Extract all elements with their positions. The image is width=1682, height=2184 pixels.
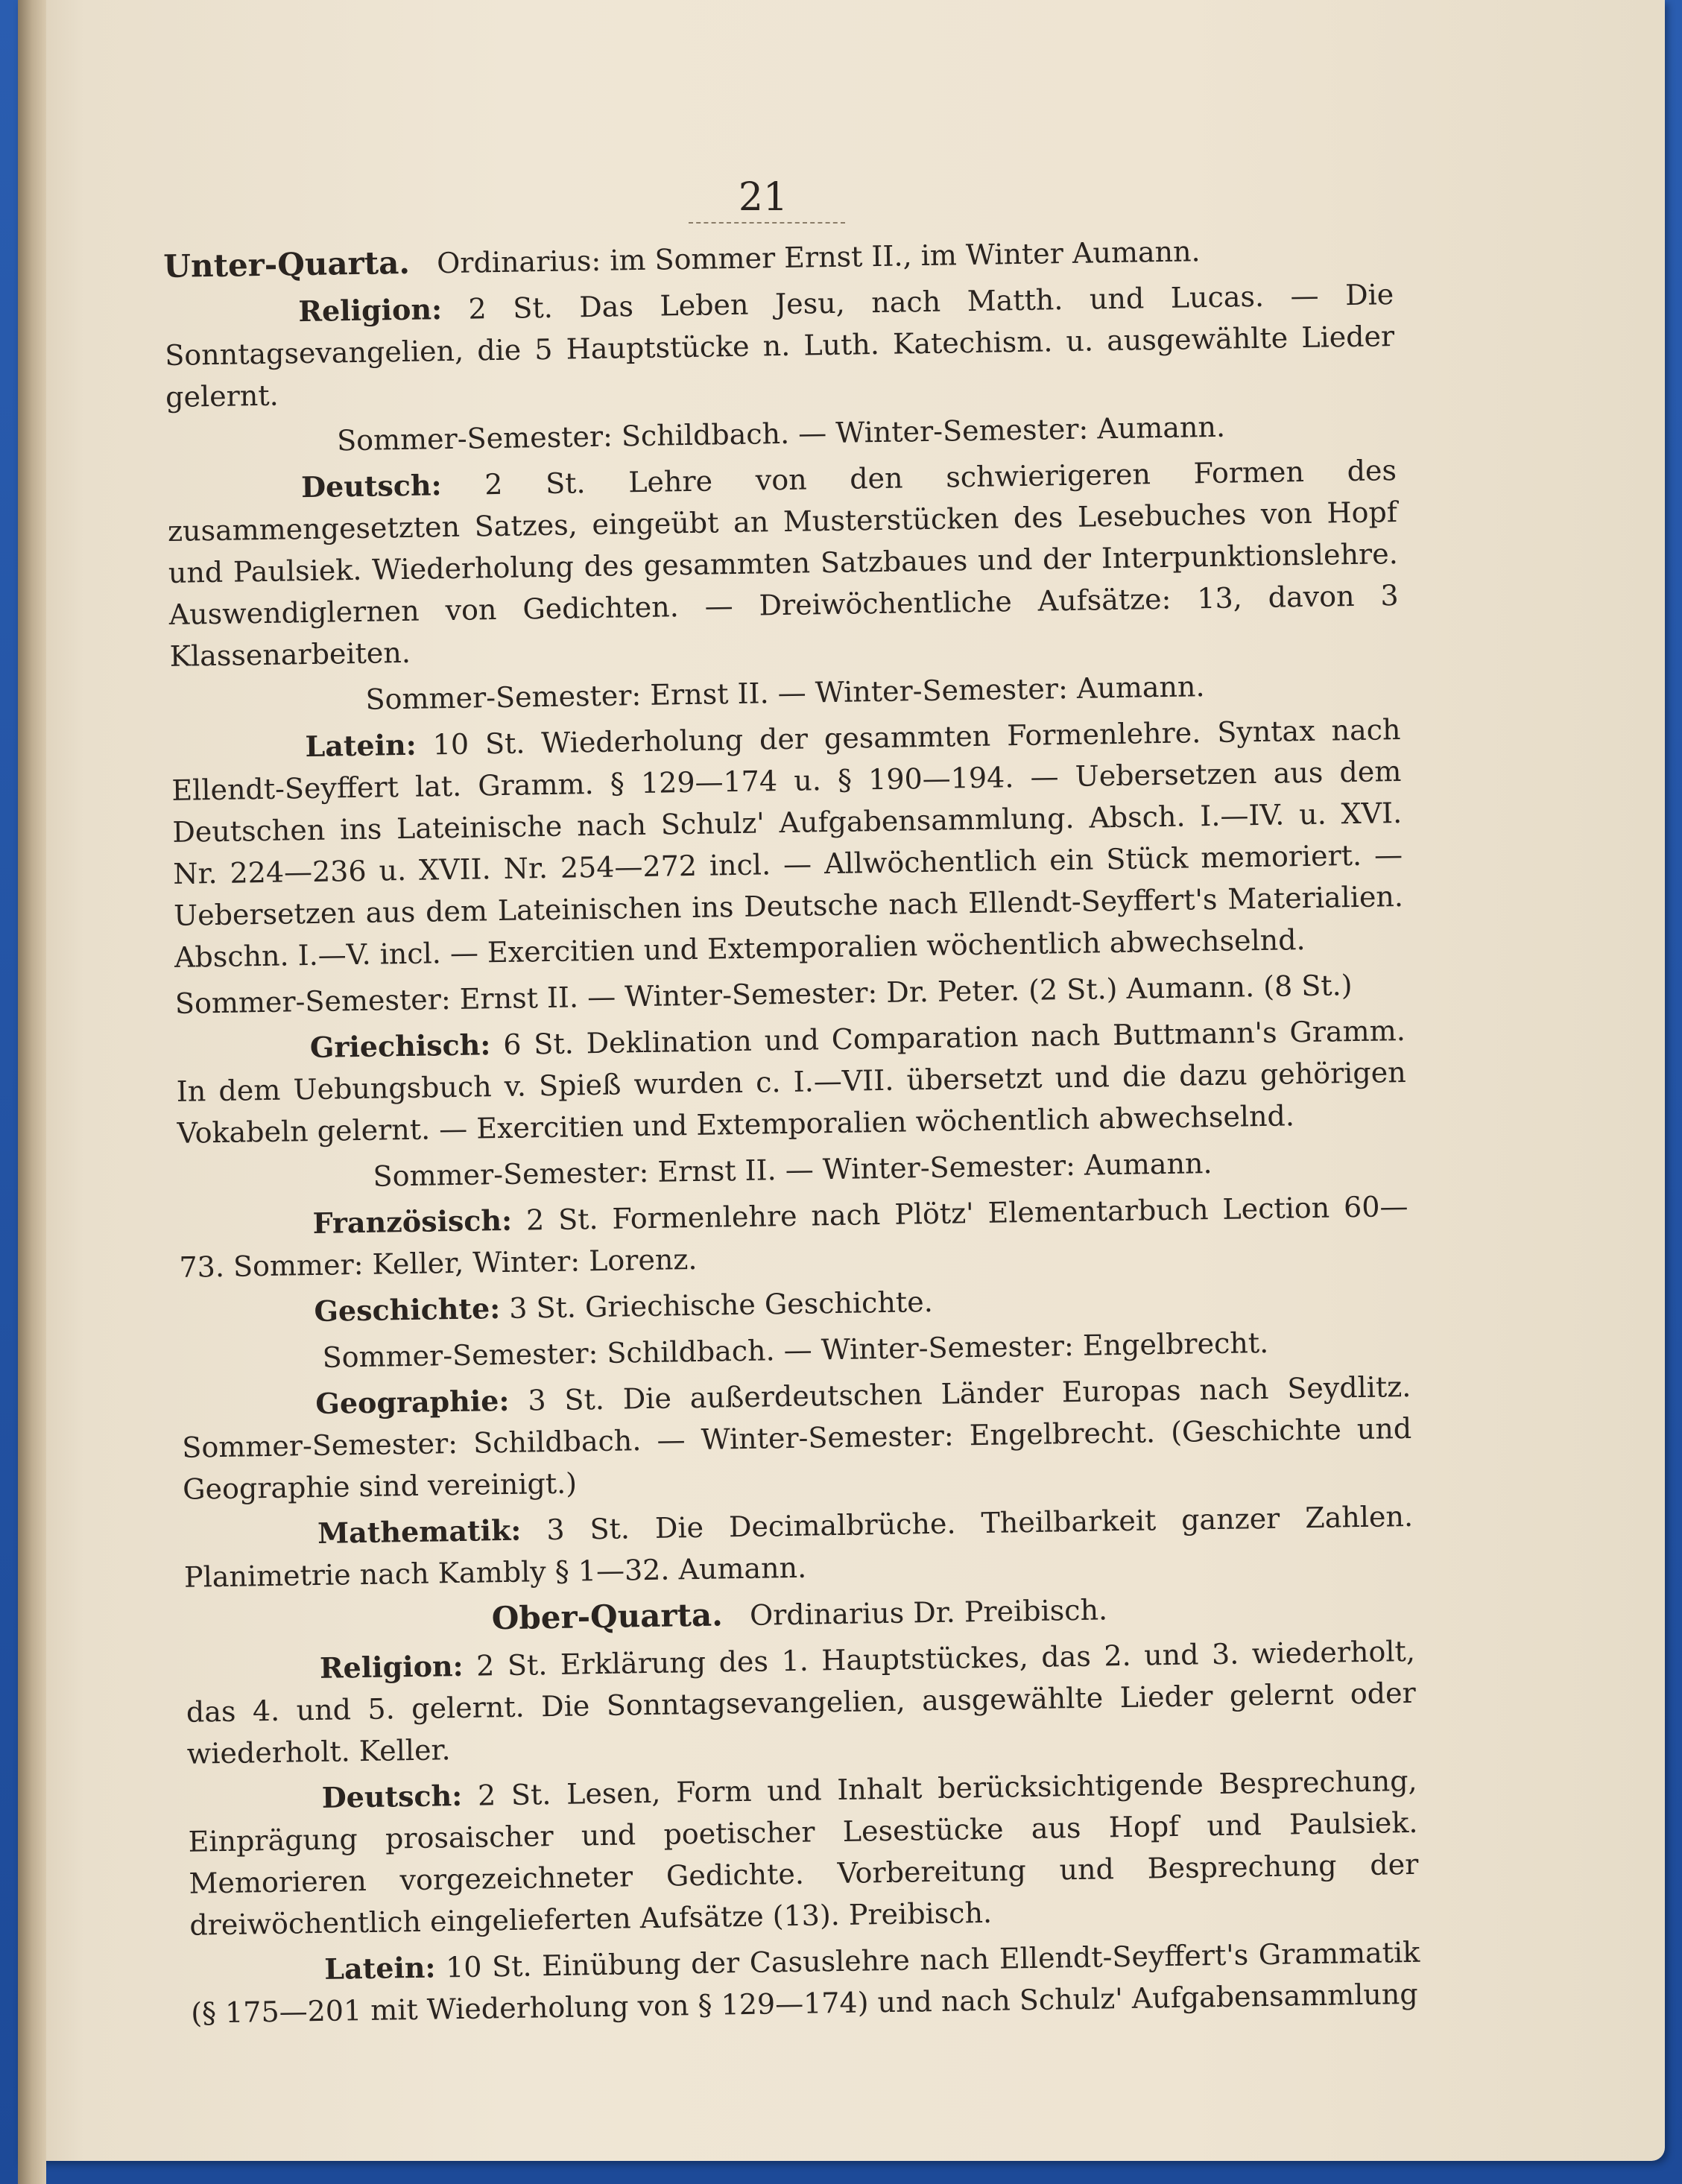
section-heading-ober-quarta: Ober-Quarta.	[491, 1596, 724, 1637]
subject-text: 2 St. Erklärung des 1. Hauptstückes, das 2. und 3. wiederholt, das 4. und 5. gelernt. Die Sonntagsevangelien, ausgewählte Lieder gelernt oder wiederholt. Keller.	[186, 1634, 1417, 1770]
unter-quarta-griechisch	[176, 1010, 1407, 1154]
subject-text: 10 St. Einübung der Casuslehre nach Ellendt-Seyffert's Grammatik (§ 175—201 mit Wiederholung von § 129—174) und nach Schulz' Aufgabensammlung	[190, 1935, 1420, 2030]
subject-label: Deutsch:	[300, 468, 442, 504]
ober-quarta-deutsch	[187, 1760, 1419, 1946]
unter-quarta-griechisch-semester: Sommer-Semester: Ernst II. — Winter-Semester: Aumann.	[373, 1147, 1213, 1193]
subject-text: 2 St. Lesen, Form und Inhalt berücksichtigende Besprechung, Einprägung prosaischer und poetischer Lesestücke aus Hopf und Paulsiek. Memorieren vorgezeichneter Gedichte. Vorbereitung und Besprechung der dreiwöchentlich eingelieferten Aufsätze (13). Preibisch.	[188, 1764, 1419, 1942]
document-page	[18, 0, 1665, 2161]
subject-label: Religion:	[319, 1648, 464, 1685]
unter-quarta-religion	[164, 273, 1395, 418]
subject-label: Latein:	[305, 727, 417, 764]
subject-label: Geschichte:	[314, 1291, 501, 1328]
unter-quarta-mathematik	[183, 1495, 1414, 1598]
subject-text: 6 St. Deklination und Comparation nach Buttmann's Gramm. In dem Uebungsbuch v. Spieß wurden c. I.—VII. übersetzt und die dazu gehörigen Vokabeln gelernt. — Exercitien und Extemporalien wöchentlich abwechselnd.	[176, 1013, 1406, 1150]
unter-quarta-geographie	[181, 1366, 1412, 1510]
unter-quarta-latein	[171, 709, 1404, 978]
subject-text: 10 St. Wiederholung der gesammten Formenlehre. Syntax nach Ellendt-Seyffert lat. Gramm. § 129—174 u. § 190—194. — Uebersetzen aus dem Deutschen ins Lateinische nach Schulz' Aufgabensammlung. Absch. I.—IV. u. XVI. Nr. 224—236 u. XVII. Nr. 254—272 incl. — Allwöchentlich ein Stück memoriert. — Uebersetzen aus dem Lateinischen ins Deutsche nach Ellendt-Seyffert's Materialien. Abschn. I.—V. incl. — Exercitien und Extemporalien wöchentlich abwechselnd.	[171, 713, 1404, 974]
unter-quarta-geschichte-semester: Sommer-Semester: Schildbach. — Winter-Semester: Engelbrecht.	[322, 1326, 1269, 1374]
subject-text: 3 St. Griechische Geschichte.	[508, 1285, 934, 1325]
unter-quarta-latein-semester: Sommer-Semester: Ernst II. — Winter-Semester: Dr. Peter. (2 St.) Aumann. (8 St.)	[174, 969, 1353, 1020]
subject-label: Mathematik:	[317, 1513, 522, 1550]
subject-label: Religion:	[298, 292, 443, 329]
page-number: 21	[738, 175, 788, 220]
subject-label: Latein:	[323, 1950, 436, 1986]
subject-label: Deutsch:	[321, 1778, 463, 1814]
subject-text: 3 St. Die Decimalbrüche. Theilbarkeit ganzer Zahlen. Planimetrie nach Kambly § 1—32. Aumann.	[183, 1499, 1414, 1594]
subject-text: 2 St. Lehre von den schwierigeren Formen des zusammengesetzten Satzes, eingeübt an Musterstücken des Lesebuches von Hopf und Paulsiek. Wiederholung des gesammten Satzbaues und der Interpunktionslehre. Auswendiglernen von Gedichten. — Dreiwöchentliche Aufsätze: 13, davon 3 Klassenarbeiten.	[167, 454, 1399, 673]
unter-quarta-deutsch	[167, 449, 1400, 677]
unter-quarta-ordinarius: Ordinarius: im Sommer Ernst II., im Winter Aumann.	[436, 235, 1201, 280]
subject-label: Französisch:	[312, 1203, 513, 1241]
subject-text: 3 St. Die außerdeutschen Länder Europas nach Seydlitz. Sommer-Semester: Schildbach. — Winter-Semester: Engelbrecht. (Geschichte und Geographie sind vereinigt.)	[181, 1370, 1412, 1506]
ober-quarta-latein	[190, 1931, 1421, 2034]
subject-text: 2 St. Das Leben Jesu, nach Matth. und Lucas. — Die Sonntagsevangelien, die 5 Hauptstücke n. Luth. Katechism. u. ausgewählte Lieder gelernt.	[164, 278, 1395, 414]
unter-quarta-franzoesisch	[178, 1186, 1409, 1288]
unter-quarta-religion-semester: Sommer-Semester: Schildbach. — Winter-Semester: Aumann.	[336, 410, 1226, 458]
subject-label: Geographie:	[315, 1383, 510, 1420]
ober-quarta-religion	[186, 1630, 1417, 1775]
section-heading-unter-quarta: Unter-Quarta.	[163, 244, 411, 285]
page-body	[163, 227, 1421, 2039]
page-number-ornament	[689, 222, 845, 228]
subject-text: 2 St. Formenlehre nach Plötz' Elementarbuch Lection 60—73. Sommer: Keller, Winter: Lorenz.	[179, 1189, 1408, 1284]
unter-quarta-deutsch-semester: Sommer-Semester: Ernst II. — Winter-Semester: Aumann.	[365, 670, 1205, 716]
ober-quarta-ordinarius: Ordinarius Dr. Preibisch.	[749, 1593, 1108, 1632]
subject-label: Griechisch:	[309, 1028, 491, 1065]
